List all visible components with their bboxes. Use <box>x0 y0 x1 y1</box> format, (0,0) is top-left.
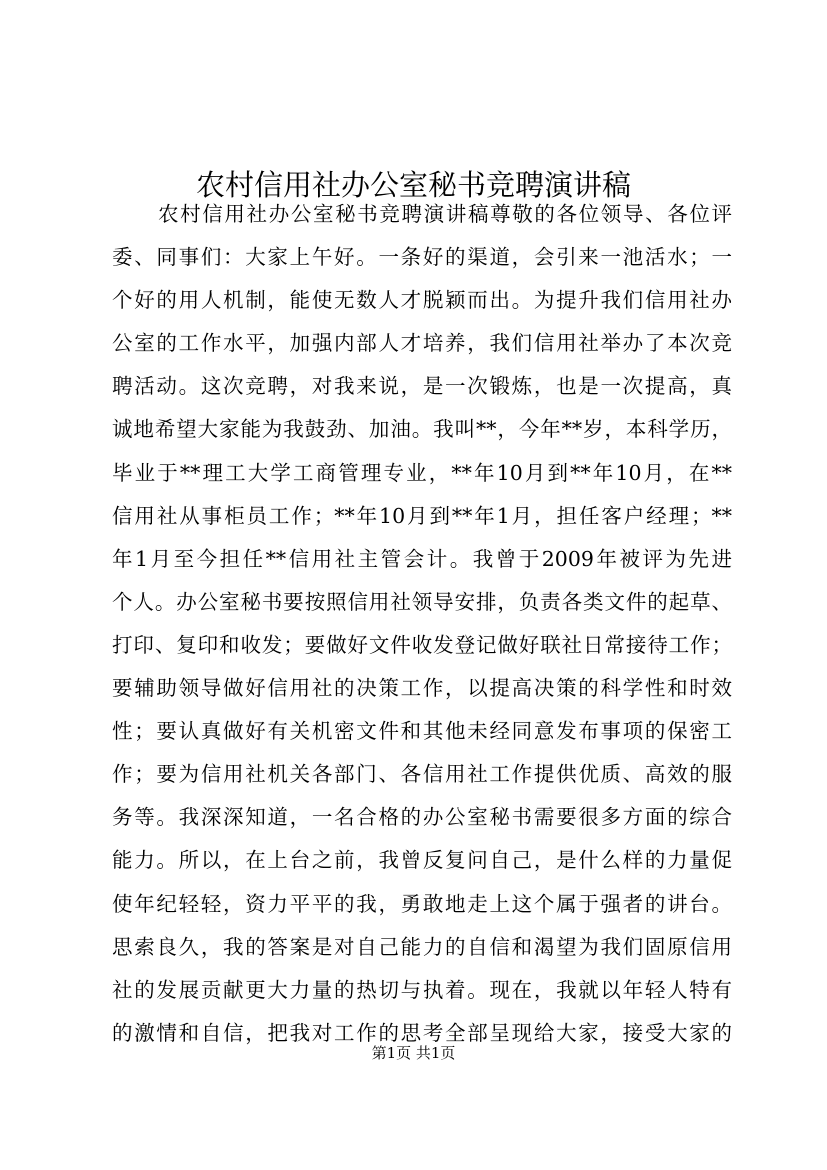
body-line: 使年纪轻轻，资力平平的我，勇敢地走上这个属于强者的讲台。 <box>112 891 732 916</box>
body-line: 的激情和自信，把我对工作的思考全部呈现给大家，接受大家的 <box>112 1020 732 1045</box>
body-line: 聘活动。这次竞聘，对我来说，是一次锻炼，也是一次提高，真 <box>112 374 732 399</box>
body-line: 委、同事们：大家上午好。一条好的渠道，会引来一池活水；一 <box>112 245 732 270</box>
document-title: 农村信用社办公室秘书竞聘演讲稿 <box>195 168 631 203</box>
page-number-footer: 第1页 共1页 <box>371 1044 456 1062</box>
document-body <box>112 193 732 1055</box>
body-line: 社的发展贡献更大力量的热切与执着。现在，我就以年轻人特有 <box>112 977 732 1002</box>
body-line: 信用社从事柜员工作；**年10月到**年1月，担任客户经理；** <box>112 503 732 528</box>
body-line: 打印、复印和收发；要做好文件收发登记做好联社日常接待工作； <box>112 632 732 657</box>
body-line: 年1月至今担任**信用社主管会计。我曾于2009年被评为先进 <box>112 546 732 571</box>
body-line: 个好的用人机制，能使无数人才脱颖而出。为提升我们信用社办 <box>112 288 732 313</box>
body-line: 个人。办公室秘书要按照信用社领导安排，负责各类文件的起草、 <box>112 589 732 614</box>
body-line: 公室的工作水平，加强内部人才培养，我们信用社举办了本次竞 <box>112 331 732 356</box>
body-line: 要辅助领导做好信用社的决策工作，以提高决策的科学性和时效 <box>112 676 732 701</box>
body-line: 性；要认真做好有关机密文件和其他未经同意发布事项的保密工 <box>112 719 732 744</box>
body-line: 诚地希望大家能为我鼓劲、加油。我叫**，今年**岁，本科学历， <box>112 417 732 442</box>
body-line: 思索良久，我的答案是对自己能力的自信和渴望为我们固原信用 <box>112 934 732 959</box>
body-line: 毕业于**理工大学工商管理专业，**年10月到**年10月，在** <box>112 460 732 485</box>
body-line: 作；要为信用社机关各部门、各信用社工作提供优质、高效的服 <box>112 762 732 787</box>
body-line: 能力。所以，在上台之前，我曾反复问自己，是什么样的力量促 <box>112 848 732 873</box>
body-line: 农村信用社办公室秘书竞聘演讲稿尊敬的各位领导、各位评 <box>158 202 732 226</box>
body-line: 务等。我深深知道，一名合格的办公室秘书需要很多方面的综合 <box>112 805 732 830</box>
